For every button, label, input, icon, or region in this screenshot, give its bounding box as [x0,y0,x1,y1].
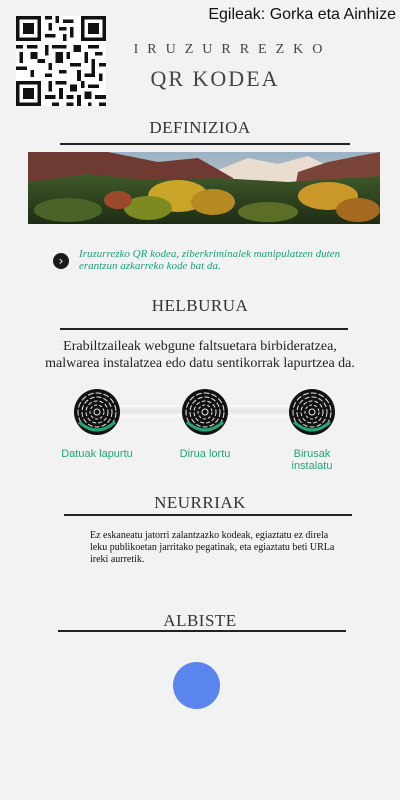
fingerprint-ring-icon[interactable] [181,388,229,436]
measures-divider [64,514,352,516]
title-kicker: IRUZURREZKO [133,42,332,57]
goal-heading: HELBURUA [151,296,249,315]
goal-divider [60,328,348,330]
fingerprint-ring-icon[interactable] [73,388,121,436]
step-label-money: Dirua lortu [179,448,231,460]
step-label-data: Datuak lapurtu [61,448,133,460]
news-heading: ALBISTE [163,611,237,630]
step-label-virus: Birusak instalatu [291,448,333,472]
page-title: QR KODEA [150,66,280,91]
qr-code-image [16,16,106,106]
fingerprint-ring-icon[interactable] [288,388,336,436]
chevron-right-icon[interactable]: › [53,253,69,269]
goal-text: Erabiltzaileak webgune faltsuetara birbideratzea, malwarea instalatzea edo datu sentikorrak lapurtzea da. [45,339,355,371]
landscape-banner-image [28,152,380,224]
definition-text: Iruzurrezko QR kodea, ziberkriminalek manipulatzen duten erantzun azkarreko kode bat da. [79,248,341,272]
authors-label: Egileak: Gorka eta Ainhize [208,6,396,23]
measures-heading: NEURRIAK [154,493,246,512]
definition-divider [60,143,350,145]
news-divider [58,630,346,632]
definition-heading: DEFINIZIOA [149,118,251,137]
measures-text: Ez eskaneatu jatorri zalantzazko kodeak, egiaztatu ez direla leku publikoetan jarritako pegatinak, eta egiaztatu beti URLa ireki aurretik. [90,530,335,565]
news-circle-button[interactable] [173,662,220,709]
